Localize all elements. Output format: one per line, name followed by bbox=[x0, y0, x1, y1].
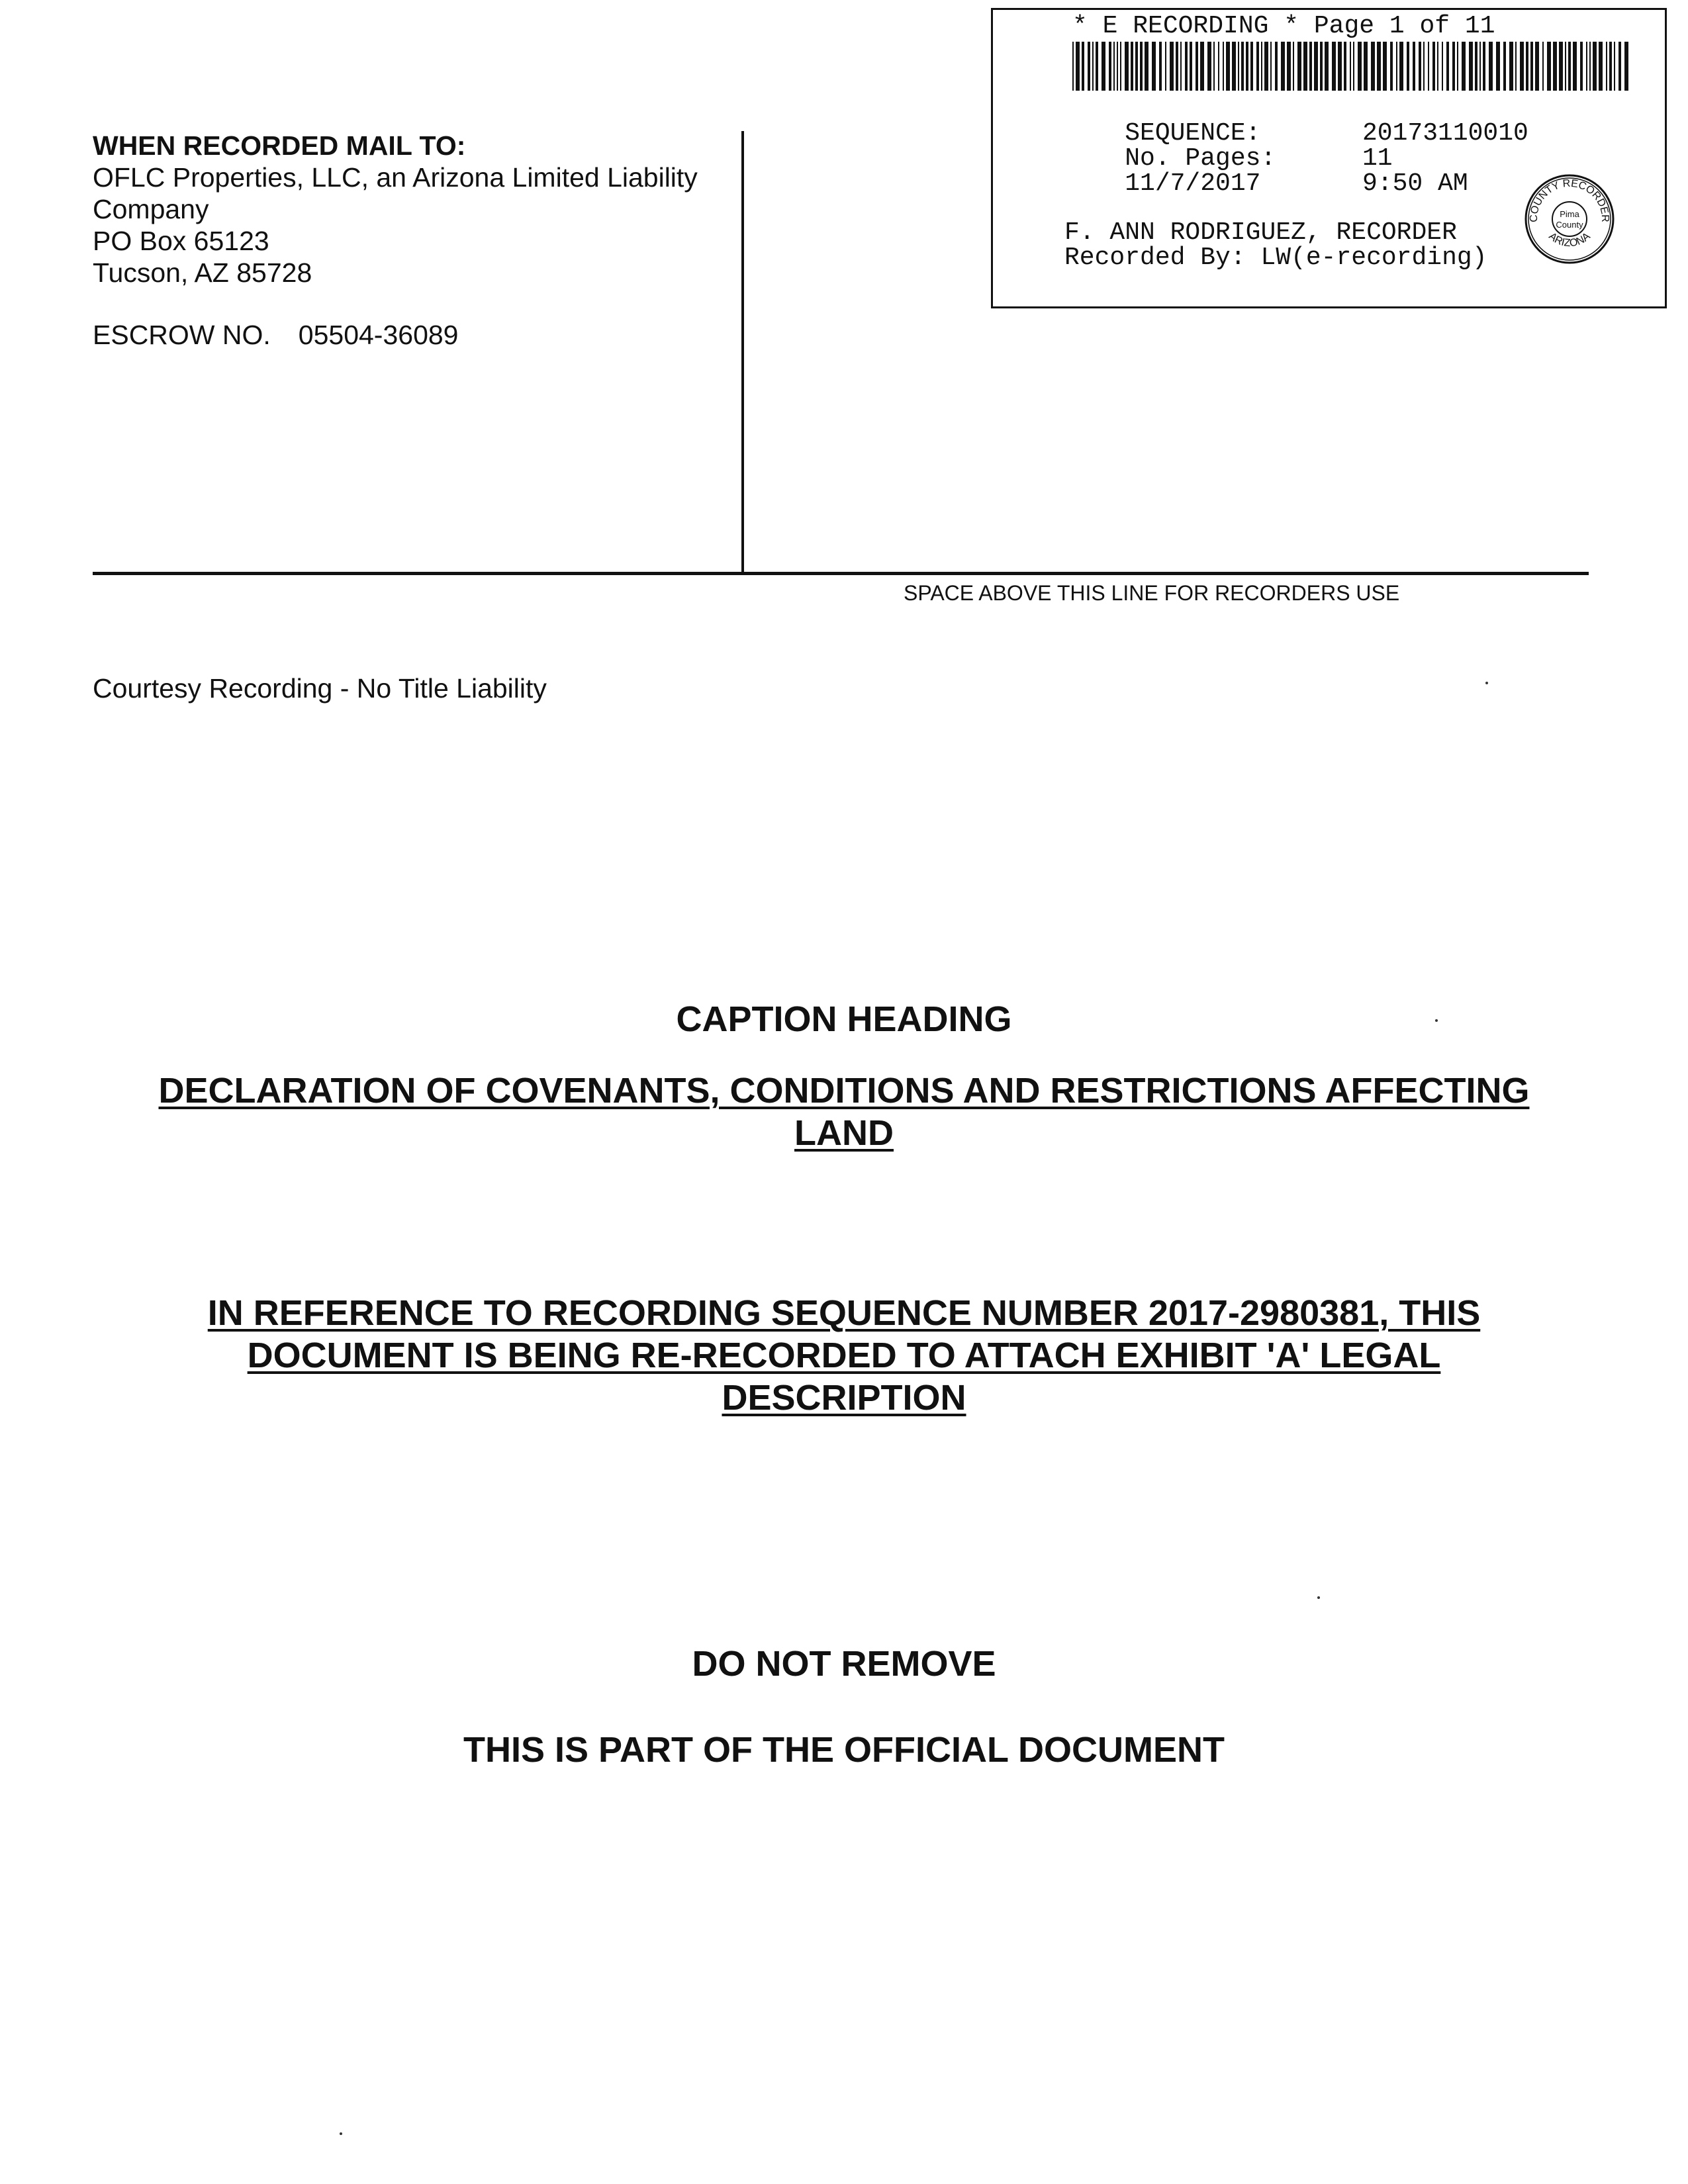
recorder-stamp bbox=[991, 8, 1667, 308]
pages-value: 11 bbox=[1362, 144, 1393, 173]
seal-center-line1: Pima bbox=[1560, 209, 1579, 219]
mail-to-heading: WHEN RECORDED MAIL TO: bbox=[93, 130, 466, 161]
scan-speck bbox=[1317, 1596, 1320, 1599]
sequence-value: 20173110010 bbox=[1362, 119, 1528, 148]
reference-notice-line: DOCUMENT IS BEING RE-RECORDED TO ATTACH EXHIBIT 'A' LEGAL bbox=[247, 1336, 1441, 1375]
county-seal-icon bbox=[1523, 172, 1617, 266]
seal-center-line2: County bbox=[1556, 220, 1583, 230]
recording-time: 9:50 AM bbox=[1362, 169, 1468, 198]
svg-text:ARIZONA bbox=[1546, 230, 1593, 249]
scan-speck bbox=[1485, 682, 1488, 684]
recorder-name: F. ANN RODRIGUEZ, RECORDER bbox=[1064, 218, 1457, 247]
mail-to-line: OFLC Properties, LLC, an Arizona Limited Liability bbox=[93, 162, 698, 193]
do-not-remove-notice: DO NOT REMOVE bbox=[692, 1644, 996, 1684]
reference-notice bbox=[66, 1292, 1622, 1419]
escrow-label: ESCROW NO. bbox=[93, 320, 271, 350]
seal-bottom-text: ARIZONA bbox=[1546, 230, 1593, 250]
recording-page-header: * E RECORDING * Page 1 of 11 bbox=[1072, 12, 1495, 40]
recording-date: 11/7/2017 bbox=[1125, 169, 1261, 198]
declaration-title bbox=[66, 1069, 1622, 1154]
declaration-title-line: LAND bbox=[794, 1113, 894, 1153]
mail-to-line: Tucson, AZ 85728 bbox=[93, 257, 312, 288]
vertical-divider bbox=[741, 131, 744, 574]
scan-speck bbox=[1435, 1019, 1438, 1022]
reference-notice-line: IN REFERENCE TO RECORDING SEQUENCE NUMBER 2017-2980381, THIS bbox=[207, 1293, 1481, 1333]
declaration-title-line: DECLARATION OF COVENANTS, CONDITIONS AND RESTRICTIONS AFFECTING bbox=[158, 1071, 1530, 1111]
escrow-value: 05504-36089 bbox=[298, 320, 459, 350]
escrow-number bbox=[93, 319, 458, 351]
mail-to-block bbox=[93, 130, 728, 289]
space-above-label: SPACE ABOVE THIS LINE FOR RECORDERS USE bbox=[904, 581, 1400, 605]
courtesy-recording-note: Courtesy Recording - No Title Liability bbox=[93, 673, 547, 704]
reference-notice-line: DESCRIPTION bbox=[722, 1378, 966, 1418]
caption-heading: CAPTION HEADING bbox=[676, 999, 1012, 1039]
scan-speck bbox=[340, 2132, 342, 2135]
seal-top-text: COUNTY RECORDER bbox=[1528, 177, 1611, 222]
sequence-label: SEQUENCE: bbox=[1125, 119, 1261, 148]
date-row bbox=[1064, 146, 1468, 222]
official-document-notice: THIS IS PART OF THE OFFICIAL DOCUMENT bbox=[463, 1730, 1225, 1770]
barcode bbox=[1072, 42, 1632, 91]
mail-to-line: PO Box 65123 bbox=[93, 226, 269, 256]
mail-to-line: Company bbox=[93, 194, 209, 224]
recorder-use-line bbox=[93, 572, 1589, 575]
recorded-by: Recorded By: LW(e-recording) bbox=[1064, 244, 1487, 272]
pages-label: No. Pages: bbox=[1125, 144, 1276, 173]
